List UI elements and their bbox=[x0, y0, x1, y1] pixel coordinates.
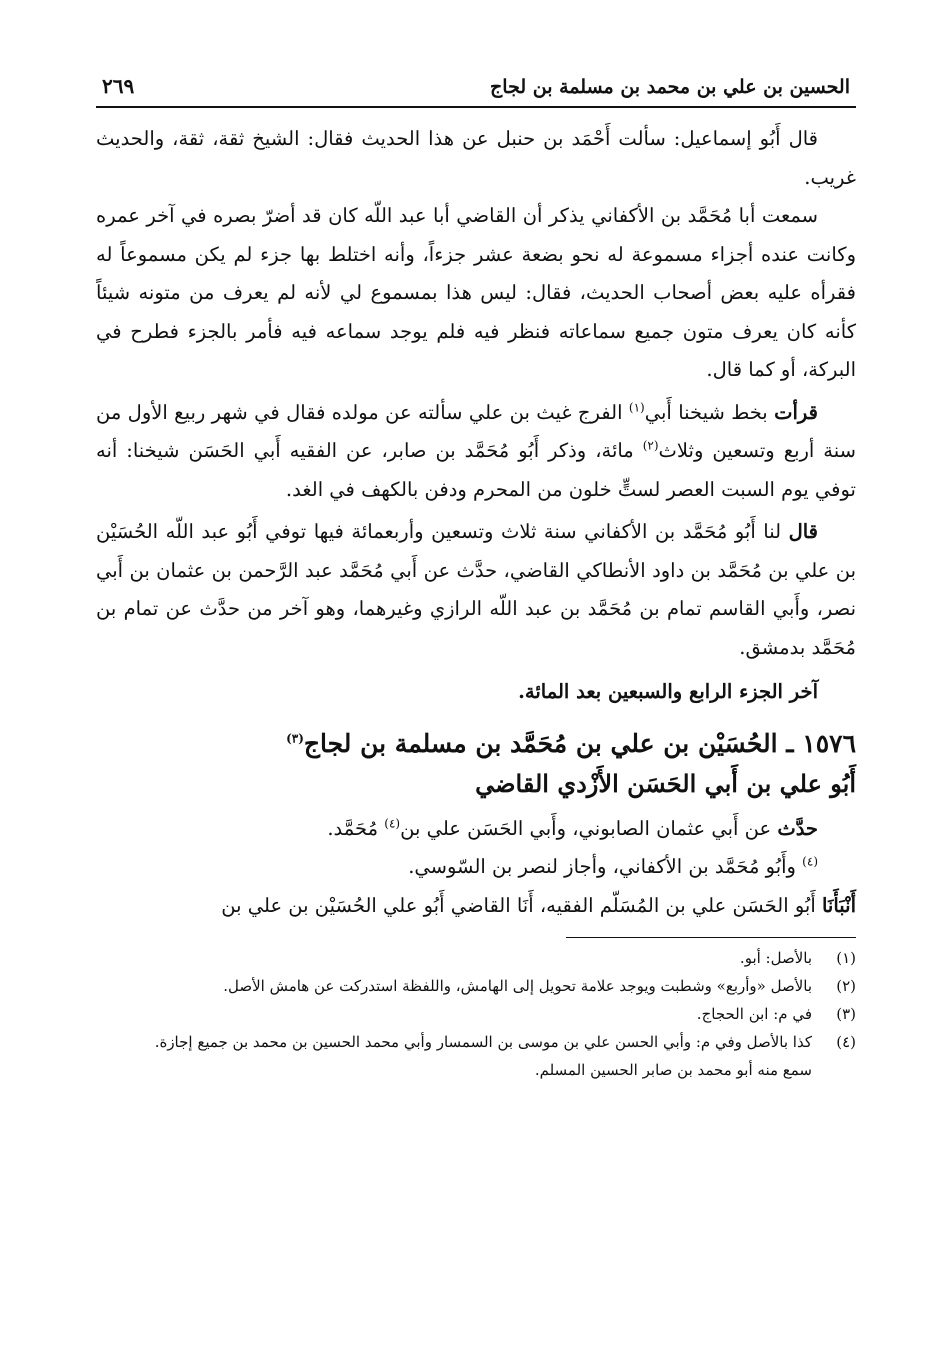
entry-title bbox=[96, 724, 856, 764]
entry-paragraph-2 bbox=[96, 848, 856, 887]
lead-word: قال bbox=[788, 520, 818, 543]
paragraph-1 bbox=[96, 120, 856, 197]
paragraph-text: وأَبُو مُحَمَّد بن الأكفاني، وأجاز لنصر بن السّوسي. bbox=[408, 855, 803, 878]
paragraph-text: أَبُو الحَسَن علي بن المُسَلّم الفقيه، أَنَا القاضي أَبُو علي الحُسَيْن بن علي بن bbox=[221, 893, 822, 917]
paragraph-text: لنا أَبُو مُحَمَّد بن الأكفاني سنة ثلاث وتسعين وأربعمائة فيها توفي أَبُو عبد اللّه الحُسَيْن بن علي بن مُحَمَّد بن داود الأنطاكي القاضي، حدَّث عن أَبي مُحَمَّد عبد الرَّحمن بن عثمان بن أَبي نصر، وأَبي القاسم تمام بن مُحَمَّد بن عبد اللّه الرازي وغيرهما، وهو آخر من حدَّث عن تمام بن مُحَمَّد بدمشق. bbox=[96, 520, 856, 659]
footnote-continuation bbox=[96, 1056, 856, 1084]
footnote-ref-3[interactable]: (٣) bbox=[286, 731, 304, 746]
footnote-number: (١) bbox=[836, 949, 856, 967]
footnote-text: سمع منه أبو محمد بن صابر الحسين المسلم. bbox=[534, 1061, 812, 1079]
footnotes bbox=[96, 944, 856, 1084]
paragraph-3 bbox=[96, 394, 856, 510]
entry-title-text: ١٥٧٦ ـ الحُسَيْن بن علي بن مُحَمَّد بن مسلمة بن لجاج bbox=[303, 728, 856, 758]
footnote-text: في م: ابن الحجاج. bbox=[696, 1005, 812, 1023]
paragraph-text: مُحَمَّد. bbox=[327, 816, 385, 840]
running-header bbox=[96, 70, 856, 108]
book-page bbox=[96, 70, 856, 1084]
paragraph-text: الفرج غيث بن علي سألته عن مولده فقال في شهر ربيع الأول من سنة أربع وتسعين وثلاث bbox=[96, 400, 856, 462]
footnote-number: (٤) bbox=[836, 1033, 856, 1051]
footnote-4 bbox=[96, 1028, 856, 1056]
footnote-divider bbox=[566, 937, 856, 938]
paragraph-text: مائة، وذكر أَبُو مُحَمَّد بن صابر، عن الفقيه أَبي الحَسَن شيخنا: أنه توفي يوم السبت العصر لستٍّ خلون من المحرم ودفن بالكهف في الغد. bbox=[96, 439, 856, 501]
lead-word: قرأت bbox=[774, 400, 818, 424]
paragraph-2 bbox=[96, 197, 856, 390]
footnote-ref-4b[interactable]: (٤) bbox=[802, 854, 818, 869]
part-end-note: آخر الجزء الرابع والسبعين بعد المائة. bbox=[518, 680, 818, 703]
footnote-1 bbox=[96, 944, 856, 972]
footnote-number: (٢) bbox=[836, 977, 856, 995]
footnote-ref-1[interactable]: (١) bbox=[628, 400, 645, 414]
paragraph-4 bbox=[96, 513, 856, 667]
entry-paragraph-3 bbox=[96, 887, 856, 926]
paragraph-text: سمعت أبا مُحَمَّد بن الأكفاني يذكر أن القاضي أبا عبد اللّه كان قد أضرّ بصره في آخر عمره وكانت عنده أجزاء مسموعة له نحو بضعة عشر جزءاً، وأنه اختلط بها جزء لم يكن مسموعاً له فقرأه عليه بعض أصحاب الحديث، فقال: ليس هذا بمسموع لي لأنه لم يعرف من متونه شيئاً كأنه كان يعرف متون جميع سماعاته فنظر فيه فلم يوجد سماعه فيه فأمر بالجزء فطرح في البركة، أو كما قال. bbox=[96, 204, 856, 381]
paragraph-text: عن أَبي عثمان الصابوني، وأَبي الحَسَن علي بن bbox=[400, 816, 778, 840]
page-number: ٢٦٩ bbox=[102, 74, 135, 98]
footnote-3 bbox=[96, 1000, 856, 1028]
entry-subtitle: أَبُو علي بن أَبي الحَسَن الأَزْدي القاضي bbox=[475, 768, 856, 798]
lead-word: حدَّث bbox=[777, 816, 818, 840]
running-title: الحسين بن علي بن محمد بن مسلمة بن لجاج bbox=[490, 76, 850, 98]
main-text bbox=[96, 120, 856, 925]
paragraph-text: بخط شيخنا أَبي bbox=[644, 400, 775, 424]
footnote-number: (٣) bbox=[836, 1005, 856, 1023]
footnote-ref-4[interactable]: (٤) bbox=[384, 816, 401, 830]
footnote-text: كذا بالأصل وفي م: وأبي الحسن علي بن موسى بن السمسار وأبي محمد الحسين بن محمد بن جميع إجازة. bbox=[154, 1033, 812, 1051]
lead-word: أَنْبَأَنَا bbox=[821, 893, 856, 917]
entry-paragraph-1 bbox=[96, 810, 856, 849]
footnote-ref-2[interactable]: (٢) bbox=[642, 438, 659, 453]
paragraph-text: قال أَبُو إسماعيل: سألت أَحْمَد بن حنبل عن هذا الحديث فقال: الشيخ ثقة، ثقة، والحديث غريب. bbox=[96, 127, 856, 189]
footnote-2 bbox=[96, 972, 856, 1000]
footnote-text: بالأصل «وأربع» وشطبت ويوجد علامة تحويل إلى الهامش، واللفظة استدركت عن هامش الأصل. bbox=[223, 977, 812, 995]
footnote-text: بالأصل: أبو. bbox=[739, 949, 812, 967]
